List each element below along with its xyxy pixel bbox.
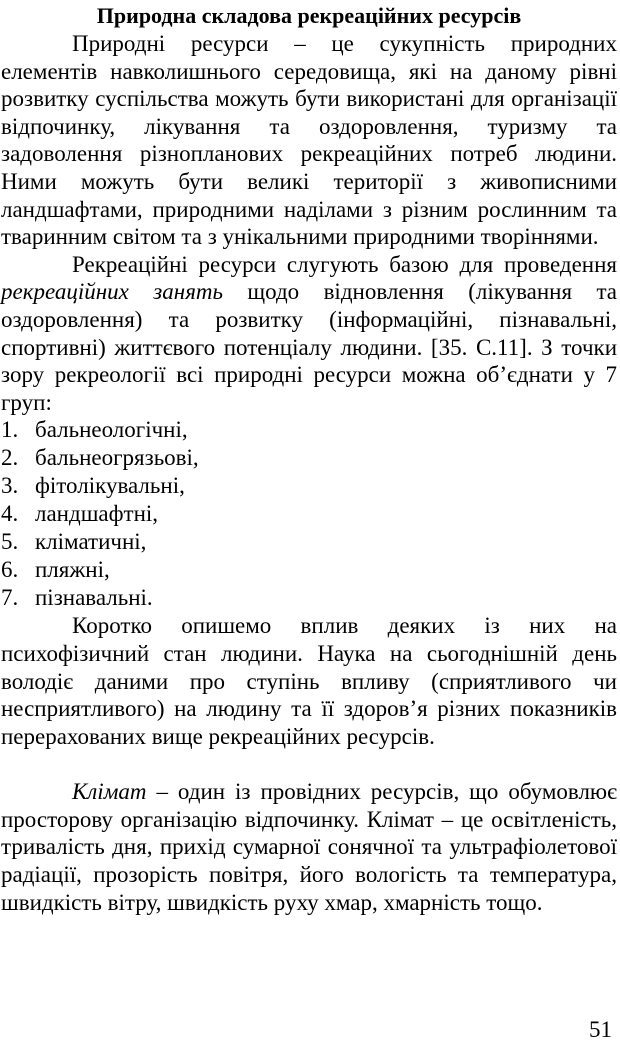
list-item — [1, 500, 617, 528]
paragraph-recreational-resources — [1, 251, 617, 417]
list-item-text: бальнеогрязьові, — [35, 445, 199, 471]
list-item-number: 2. — [1, 445, 19, 471]
page-number: 51 — [589, 1017, 612, 1042]
list-item-text: фітолікувальні, — [35, 473, 185, 499]
list-item-number: 1. — [1, 417, 19, 443]
climate-term: Клімат — [72, 779, 147, 805]
paragraph4-text: – один із провідних ресурсів, що обумовлює просторову організацію відпочинку. Клімат – це освітленість, тривалість дня, прихід сумарної сонячної та ультрафіолетової радіації, прозорість повітря, його вологість та температура, швидкість вітру, швидкість руху хмар, хмарність тощо. — [1, 779, 617, 915]
list-item-number: 5. — [1, 529, 19, 555]
list-item-number: 6. — [1, 557, 19, 583]
list-item — [1, 556, 617, 584]
list-item — [1, 528, 617, 556]
list-item-text: бальнеологічні, — [35, 417, 188, 443]
paragraph-natural-resources: Природні ресурси – це сукупність природних елементів навколишнього середовища, які на даному рівні розвитку суспільства можуть бути використані для організації відпочинку, лікування та оздоровлення, туризму та задоволення різнопланових рекреаційних потреб людини. Ними можуть бути великі території з живописними ландшафтами, природними наділами з різним рослинним та тваринним світом та з унікальними природними творіннями. — [1, 31, 617, 250]
resource-groups-list — [1, 416, 617, 612]
paragraph-spacer — [1, 750, 617, 778]
paragraph-psychophysical-impact: Коротко опишемо вплив деяких із них на психофізичний стан людини. Наука на сьогоднішній день володіє даними про ступінь впливу (сприятливого чи несприятливого) на людину та її здоров’я різних показників перерахованих вище рекреаційних ресурсів. — [1, 613, 617, 749]
list-item-text: пізнавальні. — [35, 585, 153, 611]
list-item-text: ландшафтні, — [35, 501, 159, 527]
list-item — [1, 584, 617, 612]
list-item-number: 3. — [1, 473, 19, 499]
recreational-activities-term: рекреаційних занять — [1, 279, 223, 305]
list-item — [1, 416, 617, 444]
list-item-text: пляжні, — [35, 557, 110, 583]
list-item — [1, 472, 617, 500]
list-item-text: кліматичні, — [35, 529, 147, 555]
paragraph-climate — [1, 778, 617, 916]
list-item-number: 7. — [1, 585, 19, 611]
paragraph2-text-after: щодо відновлення (лікування та оздоровлення) та розвитку (інформаційні, пізнавальні, спортивні) життєвого потенціалу людини. [35. С.11]. З точки зору рекреології всі природні ресурси можна об’єднати у 7 груп: — [1, 279, 617, 415]
list-item — [1, 444, 617, 472]
section-title: Природна складова рекреаційних ресурсів — [96, 3, 522, 28]
paragraph2-text-before: Рекреаційні ресурси слугують базою для проведення — [72, 251, 617, 277]
list-item-number: 4. — [1, 501, 19, 527]
